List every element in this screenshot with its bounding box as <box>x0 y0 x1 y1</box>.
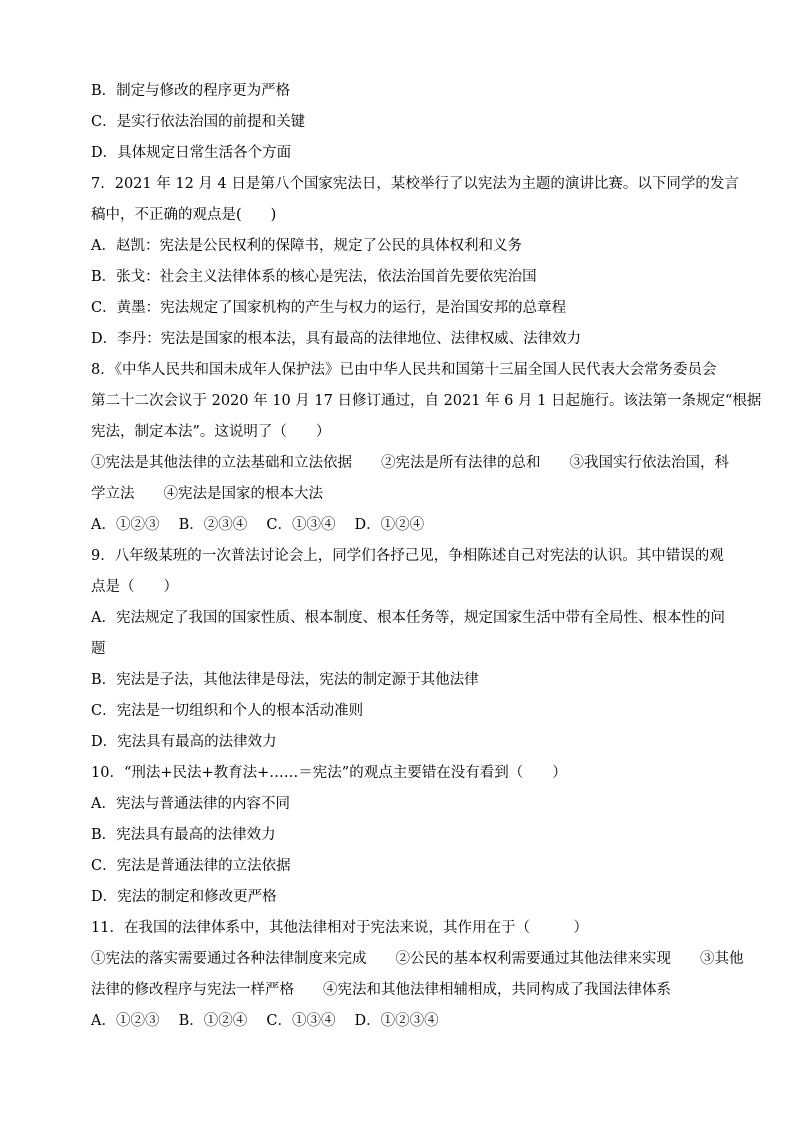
q7-option-d: D．李丹：宪法是国家的根本法，具有最高的法律地位、法律权威、法律效力 <box>91 331 582 347</box>
q6-option-c: C．是实行依法治国的前提和关键 <box>91 114 306 130</box>
q6-option-b: B．制定与修改的程序更为严格 <box>91 83 291 99</box>
q8-statements-line1: ①宪法是其他法律的立法基础和立法依据 ②宪法是所有法律的总和 ③我国实行依法治国，科 <box>91 455 729 471</box>
q9-option-d: D．宪法具有最高的法律效力 <box>91 734 277 750</box>
q8-options: A．①②③ B．②③④ C．①③④ D．①②④ <box>91 517 425 533</box>
q10-stem: 10．“刑法+民法+教育法+……＝宪法”的观点主要错在没有看到（ ） <box>91 765 567 781</box>
q9-stem-line2: 点是（ ） <box>91 579 178 595</box>
q7-option-c: C．黄墨：宪法规定了国家机构的产生与权力的运行，是治国安邦的总章程 <box>91 300 567 316</box>
q7-stem-line1: 7．2021 年 12 月 4 日是第八个国家宪法日，某校举行了以宪法为主题的演讲比赛。以下同学的发言 <box>91 176 739 192</box>
q11-statements-line2: 法律的修改程序与宪法一样严格 ④宪法和其他法律相辅相成，共同构成了我国法律体系 <box>91 982 671 998</box>
q11-statements-line1: ①宪法的落实需要通过各种法律制度来完成 ②公民的基本权利需要通过其他法律来实现 ③其他 <box>91 951 744 967</box>
q8-stem-line3: 宪法，制定本法”。这说明了（ ） <box>91 424 331 440</box>
q7-option-b: B．张戈：社会主义法律体系的核心是宪法，依法治国首先要依宪治国 <box>91 269 537 285</box>
q9-option-b: B．宪法是子法，其他法律是母法，宪法的制定源于其他法律 <box>91 672 479 688</box>
q10-option-d: D．宪法的制定和修改更严格 <box>91 889 277 905</box>
q10-option-c: C．宪法是普通法律的立法依据 <box>91 858 291 874</box>
q11-options: A．①②③ B．①②④ C．①③④ D．①②③④ <box>91 1013 439 1029</box>
q8-stem-line2: 第二十二次会议于 2020 年 10 月 17 日修订通过，自 2021 年 6 月 1 日起施行。该法第一条规定“根据 <box>91 393 762 409</box>
q8-stem-line1: 8．《中华人民共和国未成年人保护法》已由中华人民共和国第十三届全国人民代表大会常务委员会 <box>91 362 717 378</box>
q7-stem-line2: 稿中，不正确的观点是( ) <box>91 207 277 223</box>
q8-statements-line2: 学立法 ④宪法是国家的根本大法 <box>91 486 323 502</box>
q6-option-d: D．具体规定日常生活各个方面 <box>91 145 292 161</box>
q7-option-a: A．赵凯：宪法是公民权利的保障书，规定了公民的具体权利和义务 <box>91 238 522 254</box>
q11-stem: 11．在我国的法律体系中，其他法律相对于宪法来说，其作用在于（ ） <box>91 920 588 936</box>
q9-option-a-line1: A．宪法规定了我国的国家性质、根本制度、根本任务等，规定国家生活中带有全局性、根本性的问 <box>91 610 725 626</box>
q10-option-a: A．宪法与普通法律的内容不同 <box>91 796 290 812</box>
q9-stem-line1: 9．八年级某班的一次普法讨论会上，同学们各抒己见，争相陈述自己对宪法的认识。其中错误的观 <box>91 548 724 564</box>
q9-option-a-line2: 题 <box>91 641 106 657</box>
q9-option-c: C．宪法是一切组织和个人的根本活动准则 <box>91 703 364 719</box>
q10-option-b: B．宪法具有最高的法律效力 <box>91 827 276 843</box>
